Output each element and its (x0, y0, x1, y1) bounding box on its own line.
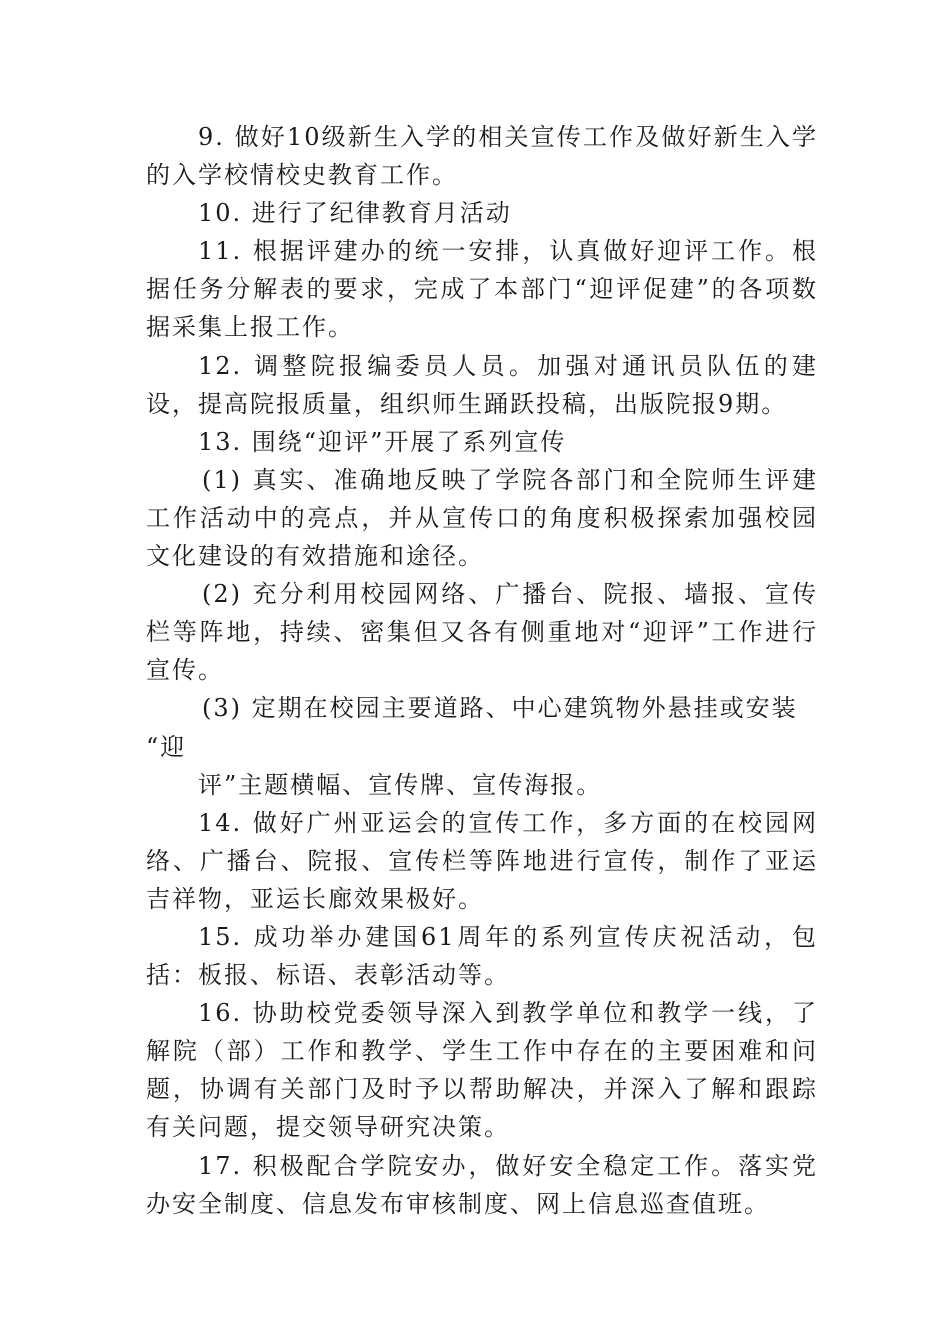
paragraph-item-13-2: (2) 充分利用校园网络、广播台、院报、墙报、宣传栏等阵地，持续、密集但又各有侧重地对“迎评”工作进行宣传。 (146, 580, 818, 685)
paragraph-item-13-3-line-3: 评”主题横幅、宣传牌、宣传海报。 (198, 770, 603, 799)
paragraph-item-13: 13. 围绕“迎评”开展了系列宣传 (198, 427, 567, 456)
paragraph-item-17: 17. 积极配合学院安办，做好安全稳定工作。落实党办安全制度、信息发布审核制度、网上信息巡查值班。 (146, 1151, 818, 1218)
paragraph-item-13-3-line-2: “迎 (146, 732, 187, 761)
paragraph-item-12: 12. 调整院报编委员人员。加强对通讯员队伍的建设，提高院报质量，组织师生踊跃投稿，出版院报9期。 (146, 351, 818, 418)
paragraph-item-16: 16. 协助校党委领导深入到教学单位和教学一线，了解院（部）工作和教学、学生工作中存在的主要困难和问题，协调有关部门及时予以帮助解决，并深入了解和跟踪有关问题，提交领导研究决策。 (146, 999, 818, 1142)
paragraph-item-13-3 (146, 689, 818, 803)
paragraph-item-10: 10. 进行了纪律教育月活动 (198, 199, 512, 228)
paragraph-item-14: 14. 做好广州亚运会的宣传工作，多方面的在校园网络、广播台、院报、宣传栏等阵地进行宣传，制作了亚运吉祥物，亚运长廊效果极好。 (146, 808, 818, 913)
paragraph-item-9: 9. 做好10级新生入学的相关宣传工作及做好新生入学的入学校情校史教育工作。 (146, 123, 818, 190)
paragraph-item-13-3-line-1: (3) 定期在校园主要道路、中心建筑物外悬挂或安装 (202, 694, 798, 723)
paragraph-item-13-1: (1) 真实、准确地反映了学院各部门和全院师生评建工作活动中的亮点，并从宣传口的角度积极探索加强校园文化建设的有效措施和途径。 (146, 465, 818, 571)
document-body (146, 118, 818, 1223)
paragraph-item-15: 15. 成功举办建国61周年的系列宣传庆祝活动，包括：板报、标语、表彰活动等。 (146, 922, 818, 990)
paragraph-item-11: 11. 根据评建办的统一安排，认真做好迎评工作。根据任务分解表的要求，完成了本部门“迎评促建”的各项数据采集上报工作。 (146, 237, 818, 342)
